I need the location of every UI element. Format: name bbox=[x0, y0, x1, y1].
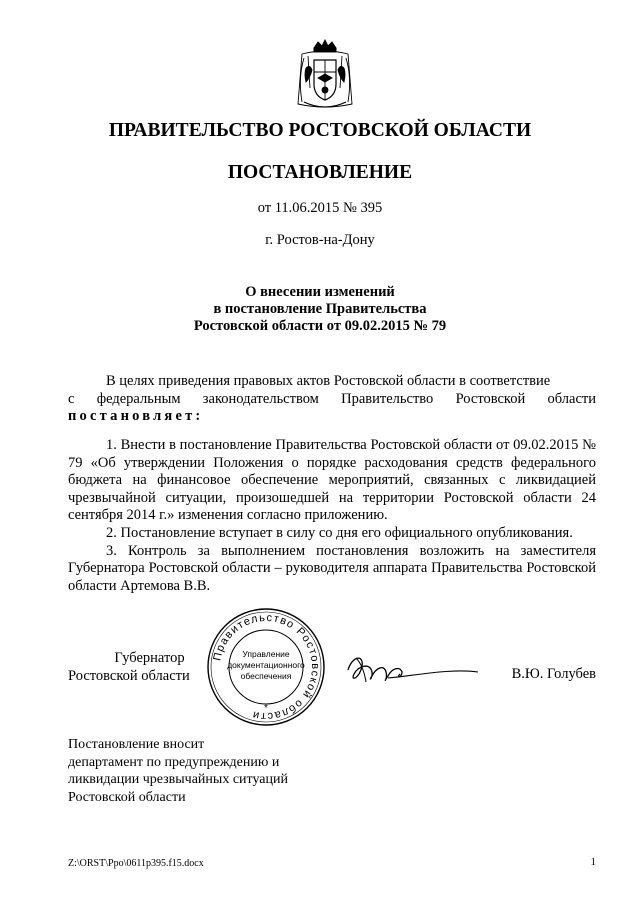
submitted-by-note bbox=[68, 736, 368, 806]
official-seal bbox=[204, 605, 328, 729]
page-number: 1 bbox=[590, 856, 596, 868]
item-1: 1. Внести в постановление Правительства Ростовской области от 09.02.2015 № 79 «Об утверждении Положения о порядке расходования средств федерального бюджета на финансовое обеспечение мероприятий, связанных с ликвидацией чрезвычайной ситуации, произошедшей на территории Ростовской области 24 сентября 2014 г.» изменения согласно приложению. bbox=[68, 437, 596, 524]
seal-inner-line: документационного bbox=[227, 660, 305, 670]
coat-of-arms-graphic bbox=[292, 38, 358, 112]
note-line: департамент по предупреждению и bbox=[68, 754, 280, 770]
handwritten-signature bbox=[342, 648, 482, 692]
seal-inner-line: Управление bbox=[242, 649, 290, 659]
signatory-title-line: Ростовской области bbox=[68, 668, 190, 684]
note-line: Постановление вносит bbox=[68, 737, 205, 752]
resolution-items bbox=[68, 437, 596, 595]
preamble-line: с федеральным законодательством Правительство Ростовской области bbox=[68, 390, 596, 407]
coat-of-arms-icon bbox=[292, 38, 358, 112]
signatory-title bbox=[68, 649, 203, 685]
preamble-line: В целях приведения правовых актов Ростовской области в соответствие bbox=[106, 373, 551, 389]
signature-graphic bbox=[342, 648, 482, 692]
subject-line: О внесении изменений bbox=[245, 284, 395, 300]
seal-star: * bbox=[264, 703, 268, 714]
note-line: Ростовской области bbox=[68, 789, 186, 805]
date-number: от 11.06.2015 № 395 bbox=[257, 200, 383, 216]
subject-line: в постановление Правительства bbox=[213, 301, 427, 317]
seal-graphic bbox=[204, 605, 328, 729]
seal-ring-text: Правительство Ростовской области bbox=[211, 611, 322, 723]
resolves-word bbox=[68, 408, 596, 426]
subject-line: Ростовской области от 09.02.2015 № 79 bbox=[193, 318, 447, 334]
resolves-label: постановляет: bbox=[68, 408, 204, 425]
government-title: ПРАВИТЕЛЬСТВО РОСТОВСКОЙ ОБЛАСТИ bbox=[108, 120, 532, 141]
signatory-title-line: Губернатор bbox=[114, 650, 185, 666]
preamble bbox=[68, 373, 596, 426]
file-path: Z:\ORST\Ppo\0611p395.f15.docx bbox=[68, 858, 204, 869]
seal-inner-line: обеспечения bbox=[240, 671, 292, 681]
city: г. Ростов-на-Дону bbox=[265, 232, 375, 248]
item-2: 2. Постановление вступает в силу со дня его официального опубликования. bbox=[106, 524, 573, 541]
note-line: ликвидации чрезвычайных ситуаций bbox=[68, 772, 288, 787]
item-3: 3. Контроль за выполнением постановления возложить на заместителя Губернатора Ростовской области – руководителя аппарата Правительства Ростовской области Артемова В.В. bbox=[68, 542, 596, 594]
document-subject bbox=[120, 284, 520, 335]
document-type: ПОСТАНОВЛЕНИЕ bbox=[227, 162, 413, 183]
signatory-name: В.Ю. Голубев bbox=[511, 666, 596, 682]
